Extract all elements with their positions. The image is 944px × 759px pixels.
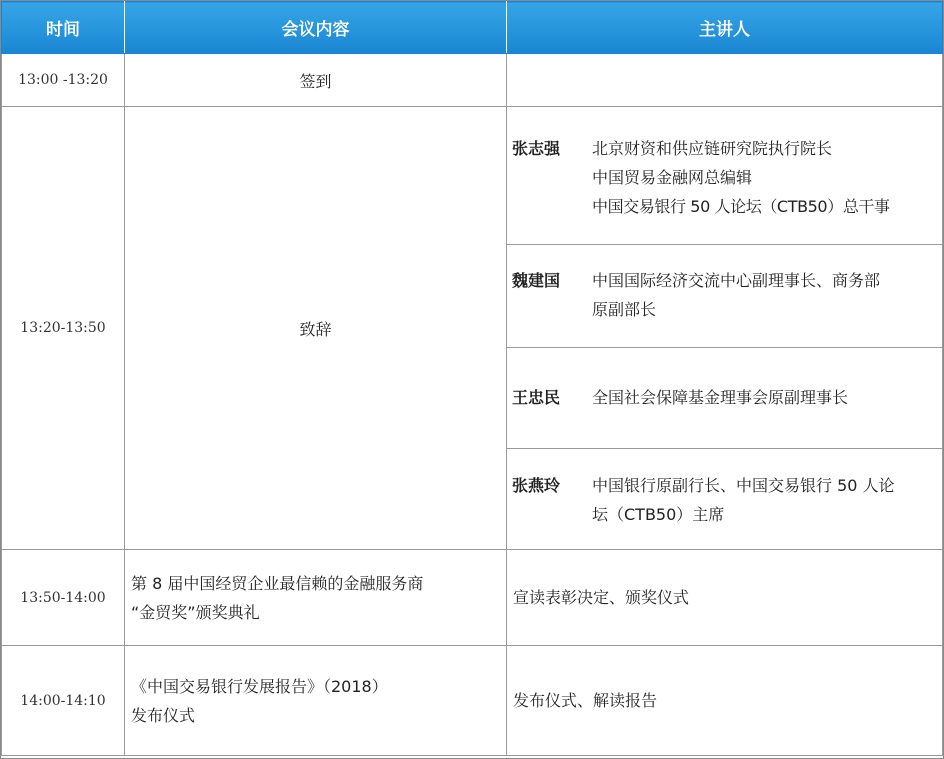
speaker-title [592, 471, 942, 529]
speaker-cell [507, 245, 943, 348]
speaker-title [592, 383, 942, 412]
time-cell: 14:00-14:10 [2, 646, 125, 756]
content-line: 《中国交易银行发展报告》（2018） [131, 676, 388, 696]
agenda-table [1, 1, 943, 756]
time-cell: 13:50-14:00 [2, 550, 125, 646]
table-row [2, 646, 943, 756]
content-cell: 致辞 [125, 107, 507, 550]
speaker-cell: 宣读表彰决定、颁奖仪式 [507, 550, 943, 646]
speaker-title-line: 中国国际经济交流中心副理事长、商务部 [592, 271, 881, 290]
speaker-cell [507, 107, 943, 245]
speaker-title [592, 266, 942, 324]
table-row [2, 550, 943, 646]
speaker-cell [507, 348, 943, 449]
table-row [2, 54, 943, 107]
speaker-name: 魏建国 [512, 271, 561, 290]
content-line: 发布仪式 [131, 705, 196, 725]
speaker-title-line: 北京财资和供应链研究院执行院长 [592, 139, 833, 158]
content-cell [125, 550, 507, 646]
speaker-title-line: 中国贸易金融网总编辑 [592, 168, 753, 187]
speaker-title-line: 原副部长 [592, 300, 657, 319]
speaker-cell: 发布仪式、解读报告 [507, 646, 943, 756]
speaker-title [592, 134, 942, 221]
speaker-title-line: 全国社会保障基金理事会原副理事长 [592, 388, 849, 407]
speaker-name: 王忠民 [512, 388, 561, 407]
speaker-name: 张志强 [512, 139, 561, 158]
time-cell: 13:20-13:50 [2, 107, 125, 550]
speaker-cell-empty [507, 54, 943, 107]
speaker-cell [507, 449, 943, 550]
content-cell [125, 646, 507, 756]
speaker-title-line: 中国交易银行 50 人论坛（CTB50）总干事 [592, 197, 890, 216]
speaker-name: 张燕玲 [512, 476, 561, 495]
header-speaker: 主讲人 [507, 2, 943, 54]
table-row [2, 107, 943, 245]
time-cell: 13:00 -13:20 [2, 54, 125, 107]
speaker-title-line: 中国银行原副行长、中国交易银行 50 人论 [592, 476, 895, 495]
content-line: “金贸奖”颁奖典礼 [131, 602, 260, 622]
header-row [2, 2, 943, 54]
speaker-title-line: 坛（CTB50）主席 [592, 505, 725, 524]
content-cell: 签到 [125, 54, 507, 107]
header-time: 时间 [2, 2, 125, 54]
content-line: 第 8 届中国经贸企业最信赖的金融服务商 [131, 573, 424, 593]
header-content: 会议内容 [125, 2, 507, 54]
